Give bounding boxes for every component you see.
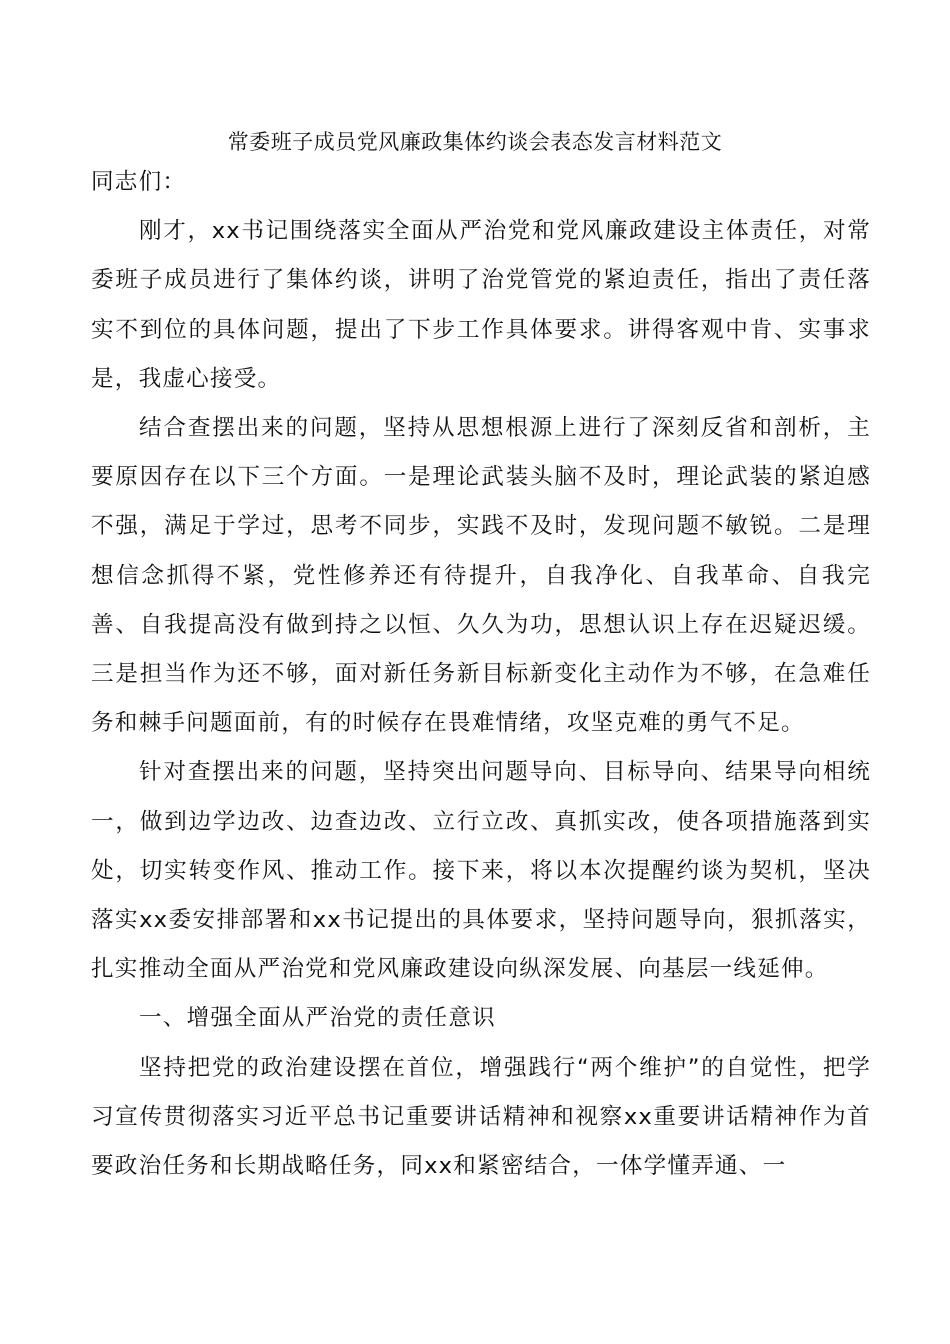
paragraph-causes: 结合查摆出来的问题，坚持从思想根源上进行了深刻反省和剖析，主要原因存在以下三个方面。一是理论武装头脑不及时，理论武装的紧迫感不强，满足于学过，思考不同步，实践不及时，发现问题不敏锐。二是理想信念抓得不紧，党性修养还有待提升，自我净化、自我革命、自我完善、自我提高没有做到持之以恒、久久为功，思想认识上存在迟疑迟缓。三是担当作为还不够，面对新任务新目标新变化主动作为不够，在急难任务和棘手问题面前，有的时候存在畏难情绪，攻坚克难的勇气不足。 <box>91 415 871 737</box>
paragraph-measures: 针对查摆出来的问题，坚持突出问题导向、目标导向、结果导向相统一，做到边学边改、边查边改、立行立改、真抓实改，使各项措施落到实处，切实转变作风、推动工作。接下来，将以本次提醒约谈为契机，坚决落实xx委安排部署和xx书记提出的具体要求，坚持问题导向，狠抓落实，扎实推动全面从严治党和党风廉政建设向纵深发展、向基层一线延伸。 <box>91 759 871 983</box>
document-title: 常委班子成员党风廉政集体约谈会表态发言材料范文 <box>227 130 723 154</box>
salutation: 同志们： <box>91 169 187 195</box>
document-body <box>91 158 871 1191</box>
section-heading-1: 一、增强全面从严治党的责任意识 <box>139 1005 496 1032</box>
paragraph-section-1: 坚持把党的政治建设摆在首位，增强践行“两个维护”的自觉性，把学习宣传贯彻落实习近平总书记重要讲话精神和视察xx重要讲话精神作为首要政治任务和长期战略任务，同xx和紧密结合，一体学懂弄通、一 <box>91 1054 871 1180</box>
paragraph-opening: 刚才，xx书记围绕落实全面从严治党和党风廉政建设主体责任，对常委班子成员进行了集体约谈，讲明了治党管党的紧迫责任，指出了责任落实不到位的具体问题，提出了下步工作具体要求。讲得客观中肯、实事求是，我虚心接受。 <box>91 218 871 392</box>
